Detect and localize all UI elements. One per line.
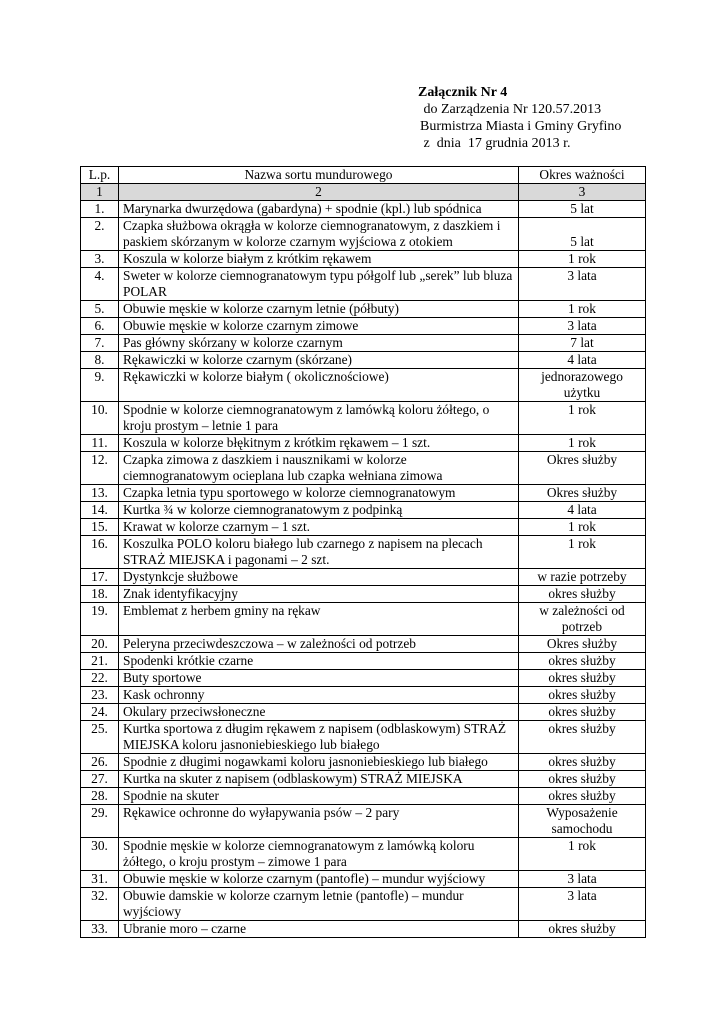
table-row [81, 586, 646, 603]
row-number: 4. [81, 268, 119, 301]
row-number: 30. [81, 838, 119, 871]
validity-period: 3 lata [519, 888, 646, 921]
item-name: Kurtka na skuter z napisem (odblaskowym) STRAŻ MIEJSKA [119, 771, 519, 788]
table-row [81, 485, 646, 502]
row-number: 10. [81, 402, 119, 435]
item-name: Spodnie w kolorze ciemnogranatowym z lamówką koloru żółtego, o kroju prostym – letnie 1 para [119, 402, 519, 435]
row-number: 3. [81, 251, 119, 268]
table-row [81, 251, 646, 268]
row-number: 16. [81, 536, 119, 569]
table-row [81, 805, 646, 838]
validity-period: w zależności od potrzeb [519, 603, 646, 636]
item-name: Rękawiczki w kolorze czarnym (skórzane) [119, 352, 519, 369]
table-row [81, 218, 646, 251]
table-row [81, 771, 646, 788]
validity-period: okres służby [519, 586, 646, 603]
validity-period: okres służby [519, 771, 646, 788]
row-number: 22. [81, 670, 119, 687]
validity-period: okres służby [519, 788, 646, 805]
table-row [81, 569, 646, 586]
validity-period: w razie potrzeby [519, 569, 646, 586]
item-name: Rękawiczki w kolorze białym ( okolicznościowe) [119, 369, 519, 402]
table-row [81, 687, 646, 704]
uniform-items-table [80, 166, 646, 938]
item-name: Kurtka ¾ w kolorze ciemnogranatowym z podpinką [119, 502, 519, 519]
item-name: Marynarka dwurzędowa (gabardyna) + spodnie (kpl.) lub spódnica [119, 201, 519, 218]
item-name: Sweter w kolorze ciemnogranatowym typu półgolf lub „serek” lub bluza POLAR [119, 268, 519, 301]
table-row [81, 519, 646, 536]
item-name: Czapka zimowa z daszkiem i nausznikami w kolorze ciemnogranatowym ocieplana lub czapka wełniana zimowa [119, 452, 519, 485]
table-row [81, 435, 646, 452]
item-name: Krawat w kolorze czarnym – 1 szt. [119, 519, 519, 536]
validity-period: 1 rok [519, 536, 646, 569]
row-number: 31. [81, 871, 119, 888]
table-row [81, 838, 646, 871]
row-number: 12. [81, 452, 119, 485]
item-name: Czapka służbowa okrągła w kolorze ciemnogranatowym, z daszkiem i paskiem skórzanym w kolorze czarnym wyjściowa z otokiem [119, 218, 519, 251]
table-row [81, 536, 646, 569]
row-number: 24. [81, 704, 119, 721]
row-number: 26. [81, 754, 119, 771]
validity-period: 1 rok [519, 838, 646, 871]
row-number: 9. [81, 369, 119, 402]
table-row [81, 335, 646, 352]
item-name: Dystynkcje służbowe [119, 569, 519, 586]
table-row [81, 352, 646, 369]
row-number: 21. [81, 653, 119, 670]
row-number: 28. [81, 788, 119, 805]
validity-period: Okres służby [519, 636, 646, 653]
document-date: z dnia 17 grudnia 2013 r. [420, 136, 571, 151]
validity-period: 3 lata [519, 318, 646, 335]
table-row [81, 318, 646, 335]
annex-title: Załącznik Nr 4 [418, 85, 508, 100]
table-row [81, 653, 646, 670]
item-name: Buty sportowe [119, 670, 519, 687]
row-number: 14. [81, 502, 119, 519]
item-name: Obuwie damskie w kolorze czarnym letnie (pantofle) – mundur wyjściowy [119, 888, 519, 921]
row-number: 23. [81, 687, 119, 704]
column-header-period: Okres ważności [519, 167, 646, 184]
validity-period: 5 lat [519, 201, 646, 218]
validity-period: 1 rok [519, 301, 646, 318]
validity-period: 5 lat [519, 218, 646, 251]
validity-period: jednorazowego użytku [519, 369, 646, 402]
validity-period: okres służby [519, 653, 646, 670]
table-row [81, 788, 646, 805]
validity-period: 1 rok [519, 435, 646, 452]
table-row [81, 871, 646, 888]
validity-period: 1 rok [519, 519, 646, 536]
table-row [81, 921, 646, 938]
validity-period: 4 lata [519, 352, 646, 369]
item-name: Koszula w kolorze białym z krótkim rękawem [119, 251, 519, 268]
table-header-row [81, 167, 646, 184]
table-row [81, 268, 646, 301]
item-name: Kask ochronny [119, 687, 519, 704]
row-number: 1. [81, 201, 119, 218]
table-row [81, 603, 646, 636]
table-row [81, 704, 646, 721]
row-number: 19. [81, 603, 119, 636]
row-number: 20. [81, 636, 119, 653]
item-name: Obuwie męskie w kolorze czarnym letnie (półbuty) [119, 301, 519, 318]
item-name: Ubranie moro – czarne [119, 921, 519, 938]
item-name: Emblemat z herbem gminy na rękaw [119, 603, 519, 636]
table-row [81, 301, 646, 318]
item-name: Okulary przeciwsłoneczne [119, 704, 519, 721]
item-name: Peleryna przeciwdeszczowa – w zależności od potrzeb [119, 636, 519, 653]
row-number: 5. [81, 301, 119, 318]
row-number: 6. [81, 318, 119, 335]
row-number: 18. [81, 586, 119, 603]
column-number: 3 [519, 184, 646, 201]
table-row [81, 369, 646, 402]
row-number: 32. [81, 888, 119, 921]
row-number: 11. [81, 435, 119, 452]
column-number: 2 [119, 184, 519, 201]
item-name: Koszula w kolorze błękitnym z krótkim rękawem – 1 szt. [119, 435, 519, 452]
item-name: Spodnie męskie w kolorze ciemnogranatowym z lamówką koloru żółtego, o kroju prostym – zimowe 1 para [119, 838, 519, 871]
validity-period: 1 rok [519, 402, 646, 435]
validity-period: 7 lat [519, 335, 646, 352]
validity-period: Okres służby [519, 452, 646, 485]
column-number: 1 [81, 184, 119, 201]
row-number: 8. [81, 352, 119, 369]
table-row [81, 754, 646, 771]
row-number: 29. [81, 805, 119, 838]
item-name: Obuwie męskie w kolorze czarnym (pantofle) – mundur wyjściowy [119, 871, 519, 888]
row-number: 25. [81, 721, 119, 754]
item-name: Pas główny skórzany w kolorze czarnym [119, 335, 519, 352]
validity-period: 1 rok [519, 251, 646, 268]
item-name: Spodenki krótkie czarne [119, 653, 519, 670]
item-name: Rękawice ochronne do wyłapywania psów – 2 pary [119, 805, 519, 838]
issuing-authority: Burmistrza Miasta i Gminy Gryfino [420, 119, 622, 134]
item-name: Spodnie z długimi nogawkami koloru jasnoniebieskiego lub białego [119, 754, 519, 771]
row-number: 33. [81, 921, 119, 938]
item-name: Znak identyfikacyjny [119, 586, 519, 603]
table-row [81, 452, 646, 485]
validity-period: Wyposażenie samochodu [519, 805, 646, 838]
validity-period: 4 lata [519, 502, 646, 519]
table-row [81, 888, 646, 921]
column-header-name: Nazwa sortu mundurowego [119, 167, 519, 184]
regulation-reference: do Zarządzenia Nr 120.57.2013 [420, 102, 602, 117]
validity-period: okres służby [519, 721, 646, 754]
validity-period: okres służby [519, 754, 646, 771]
item-name: Czapka letnia typu sportowego w kolorze ciemnogranatowym [119, 485, 519, 502]
column-header-lp: L.p. [81, 167, 119, 184]
table-row [81, 636, 646, 653]
validity-period: okres służby [519, 921, 646, 938]
column-numbering-row [81, 184, 646, 201]
item-name: Kurtka sportowa z długim rękawem z napisem (odblaskowym) STRAŻ MIEJSKA koloru jasnoniebieskiego lub białego [119, 721, 519, 754]
validity-period: okres służby [519, 670, 646, 687]
validity-period: 3 lata [519, 268, 646, 301]
validity-period: okres służby [519, 687, 646, 704]
row-number: 13. [81, 485, 119, 502]
item-name: Obuwie męskie w kolorze czarnym zimowe [119, 318, 519, 335]
table-row [81, 201, 646, 218]
item-name: Koszulka POLO koloru białego lub czarnego z napisem na plecach STRAŻ MIEJSKA i pagonami – 2 szt. [119, 536, 519, 569]
item-name: Spodnie na skuter [119, 788, 519, 805]
table-row [81, 670, 646, 687]
validity-period: 3 lata [519, 871, 646, 888]
table-row [81, 402, 646, 435]
row-number: 2. [81, 218, 119, 251]
row-number: 27. [81, 771, 119, 788]
row-number: 17. [81, 569, 119, 586]
row-number: 7. [81, 335, 119, 352]
validity-period: Okres służby [519, 485, 646, 502]
row-number: 15. [81, 519, 119, 536]
table-row [81, 502, 646, 519]
table-row [81, 721, 646, 754]
document-header [418, 84, 621, 152]
validity-period: okres służby [519, 704, 646, 721]
